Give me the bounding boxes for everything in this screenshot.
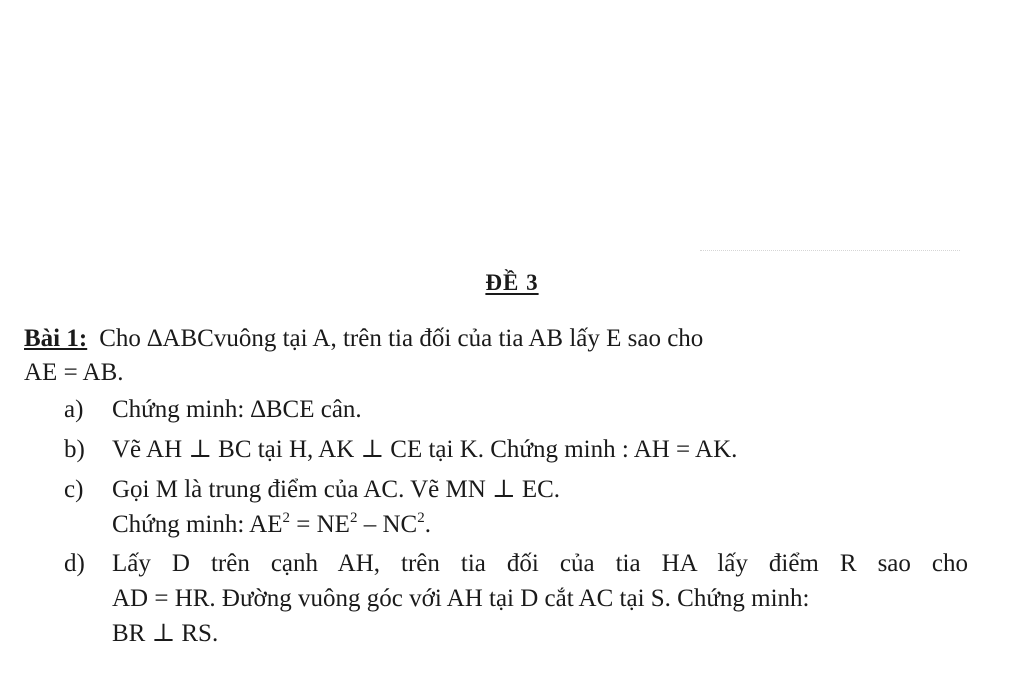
problem-text-line2: AE = AB. (24, 359, 124, 386)
question-text-line3: BR ⊥ RS. (112, 620, 219, 647)
question-b (64, 432, 968, 467)
problem-text-line1: Cho ∆ABCvuông tại A, trên tia đối của tia AB lấy E sao cho (99, 325, 704, 352)
question-letter: b) (64, 436, 85, 463)
question-text-line1: Lấy D trên cạnh AH, trên tia đối của tia HA lấy điểm R sao cho (112, 550, 968, 577)
question-text: Gọi M là trung điểm của AC. Vẽ MN ⊥ EC. (112, 476, 561, 503)
exam-title: ĐỀ 3 (485, 270, 539, 295)
question-letter: d) (64, 550, 85, 577)
question-text: Vẽ AH ⊥ BC tại H, AK ⊥ CE tại K. Chứng minh : AH = AK. (112, 436, 738, 463)
question-formula: Chứng minh: $AE^2 = NE^2 - NC^2$. (112, 510, 431, 538)
question-a (64, 392, 968, 427)
question-letter: c) (64, 476, 84, 503)
question-d (64, 546, 968, 651)
problem-label: Bài 1: (24, 325, 88, 352)
question-letter: a) (64, 396, 84, 423)
question-c (64, 472, 968, 542)
question-text-line2: AD = HR. Đường vuông góc với AH tại D cắt AC tại S. Chứng minh: (112, 585, 810, 612)
question-text: Chứng minh: ∆BCE cân. (112, 396, 362, 423)
